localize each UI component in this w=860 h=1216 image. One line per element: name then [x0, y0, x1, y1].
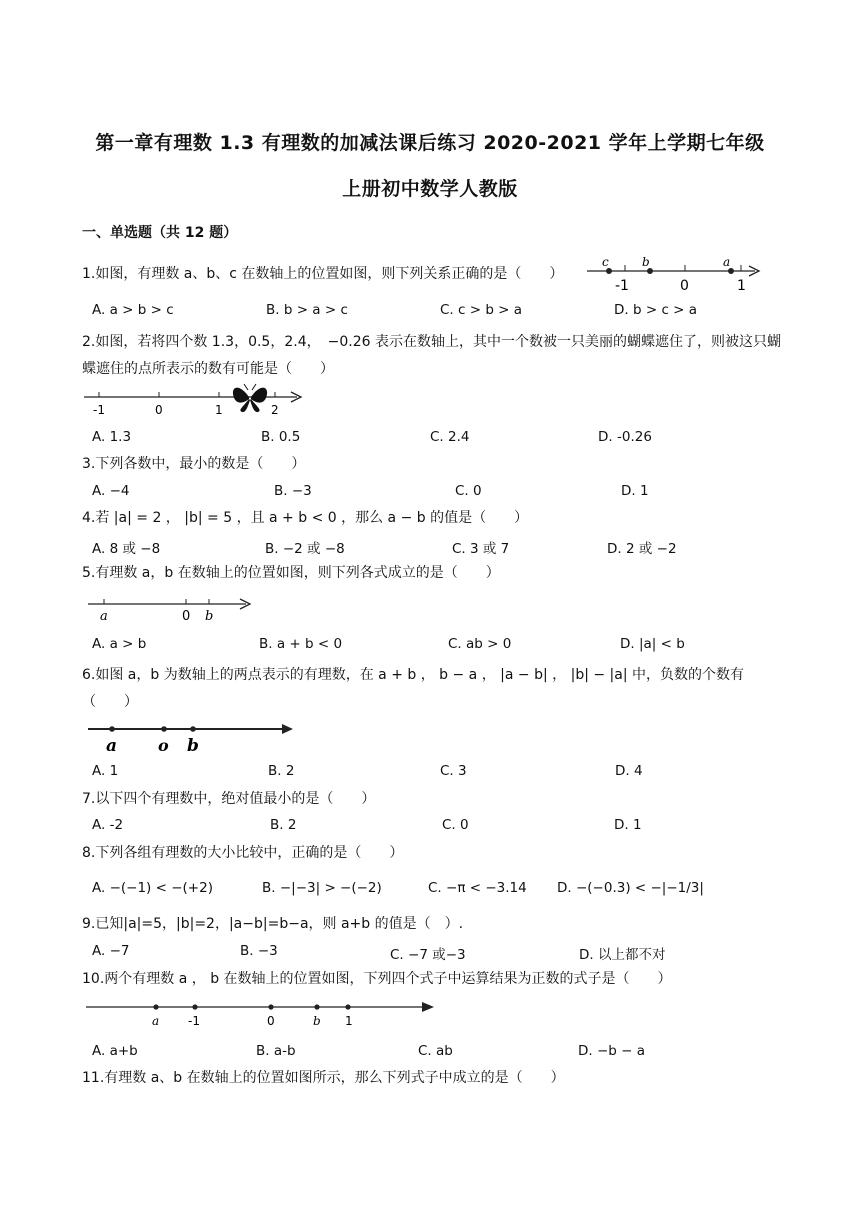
q4-option-a[interactable]: A. 8 或 −8 [92, 541, 161, 557]
q2-option-b[interactable]: B. 0.5 [261, 429, 301, 445]
q5-option-a[interactable]: A. a > b [92, 636, 147, 652]
label-b: b [205, 609, 214, 624]
question-5-stem: 5.有理数 a，b 在数轴上的位置如图，则下列各式成立的是（ ） [82, 565, 500, 581]
q10-option-d[interactable]: D. −b − a [578, 1043, 646, 1059]
q2-option-a[interactable]: A. 1.3 [92, 429, 132, 445]
tick-2: 2 [271, 403, 279, 417]
q7-option-d[interactable]: D. 1 [614, 817, 642, 833]
question-10-stem: 10.两个有理数 a ， b 在数轴上的位置如图，下列四个式子中运算结果为正数的式子是（ ） [82, 971, 672, 987]
question-6-number-line [86, 718, 301, 756]
question-10-number-line [84, 998, 444, 1030]
question-5-number-line [86, 594, 258, 626]
label-o: o [158, 736, 169, 755]
question-4-stem: 4.若 |a| = 2 ， |b| = 5 ，且 a + b < 0 ，那么 a − b 的值是（ ） [82, 510, 529, 526]
q5-option-b[interactable]: B. a + b < 0 [259, 636, 343, 652]
q7-option-c[interactable]: C. 0 [442, 817, 469, 833]
q5-option-c[interactable]: C. ab > 0 [448, 636, 512, 652]
question-2-stem: 2.如图，若将四个数 1.3，0.5，2.4， −0.26 表示在数轴上，其中一个数被一只美丽的蝴蝶遮住了，则被这只蝴蝶遮住的点所表示的数有可能是（ ） [82, 334, 781, 377]
label-b: b [313, 1014, 321, 1028]
question-2-number-line [82, 382, 307, 422]
q7-option-a[interactable]: A. -2 [92, 817, 124, 833]
question-1-number-line [585, 252, 765, 294]
tick-0: 0 [267, 1014, 275, 1028]
q6-option-d[interactable]: D. 4 [615, 763, 643, 779]
q4-option-c[interactable]: C. 3 或 7 [452, 541, 510, 557]
q6-option-a[interactable]: A. 1 [92, 763, 119, 779]
q8-option-c[interactable]: C. −π < −3.14 [428, 880, 527, 896]
tick-minus-1: -1 [615, 278, 629, 294]
q2-option-c[interactable]: C. 2.4 [430, 429, 470, 445]
question-1-stem: 1.如图，有理数 a、b、c 在数轴上的位置如图，则下列关系正确的是（ ） [82, 266, 564, 282]
tick-0: 0 [155, 403, 163, 417]
question-7-stem: 7.以下四个有理数中，绝对值最小的是（ ） [82, 791, 376, 807]
q10-option-c[interactable]: C. ab [418, 1043, 453, 1059]
tick-1: 1 [345, 1014, 353, 1028]
label-a: a [100, 609, 108, 624]
question-8-stem: 8.下列各组有理数的大小比较中，正确的是（ ） [82, 845, 404, 861]
q6-option-b[interactable]: B. 2 [268, 763, 295, 779]
page-title: 第一章有理数 1.3 有理数的加减法课后练习 2020-2021 学年上学期七年级 [95, 132, 765, 154]
label-a: a [152, 1014, 160, 1028]
q1-option-c[interactable]: C. c > b > a [440, 302, 523, 318]
q9-option-c[interactable]: C. −7 或−3 [390, 947, 466, 963]
section-heading: 一、单选题（共 12 题） [82, 225, 238, 241]
tick-minus-1: -1 [188, 1014, 200, 1028]
q5-option-d[interactable]: D. |a| < b [620, 636, 685, 652]
q6-option-c[interactable]: C. 3 [440, 763, 467, 779]
tick-minus-1: -1 [93, 403, 105, 417]
page-subtitle: 上册初中数学人教版 [342, 178, 518, 200]
q9-option-b[interactable]: B. −3 [240, 943, 278, 959]
q3-option-d[interactable]: D. 1 [621, 483, 649, 499]
butterfly-icon [233, 384, 267, 412]
label-c: c [602, 255, 609, 269]
q3-option-a[interactable]: A. −4 [92, 483, 130, 499]
tick-1: 1 [215, 403, 223, 417]
label-b: b [187, 736, 199, 756]
tick-0: 0 [680, 278, 689, 294]
q9-option-d[interactable]: D. 以上都不对 [579, 947, 666, 963]
q3-option-b[interactable]: B. −3 [274, 483, 312, 499]
q9-option-a[interactable]: A. −7 [92, 943, 130, 959]
question-11-stem: 11.有理数 a、b 在数轴上的位置如图所示，那么下列式子中成立的是（ ） [82, 1070, 565, 1086]
q7-option-b[interactable]: B. 2 [270, 817, 297, 833]
q2-option-d[interactable]: D. -0.26 [598, 429, 652, 445]
tick-1: 1 [737, 278, 746, 294]
q10-option-a[interactable]: A. a+b [92, 1043, 138, 1059]
label-a: a [106, 736, 118, 756]
q1-option-b[interactable]: B. b > a > c [266, 302, 348, 318]
q4-option-b[interactable]: B. −2 或 −8 [265, 541, 345, 557]
q1-option-d[interactable]: D. b > c > a [614, 302, 698, 318]
question-3-stem: 3.下列各数中，最小的数是（ ） [82, 456, 306, 472]
label-b: b [642, 255, 650, 269]
question-9-stem: 9.已知|a|=5，|b|=2，|a−b|=b−a，则 a+b 的值是（ ）. [82, 916, 464, 932]
q8-option-a[interactable]: A. −(−1) < −(+2) [92, 880, 213, 896]
q1-option-a[interactable]: A. a > b > c [92, 302, 174, 318]
question-6-stem: 6.如图 a，b 为数轴上的两点表示的有理数，在 a + b ， b − a ， |a − b| ， |b| − |a| 中，负数的个数有（ ） [82, 667, 745, 710]
tick-0: 0 [182, 609, 191, 624]
q8-option-b[interactable]: B. −|−3| > −(−2) [262, 880, 382, 896]
q8-option-d[interactable]: D. −(−0.3) < −|−1/3| [557, 880, 704, 896]
q3-option-c[interactable]: C. 0 [455, 483, 482, 499]
q10-option-b[interactable]: B. a-b [256, 1043, 296, 1059]
label-a: a [723, 255, 731, 269]
q4-option-d[interactable]: D. 2 或 −2 [607, 541, 677, 557]
